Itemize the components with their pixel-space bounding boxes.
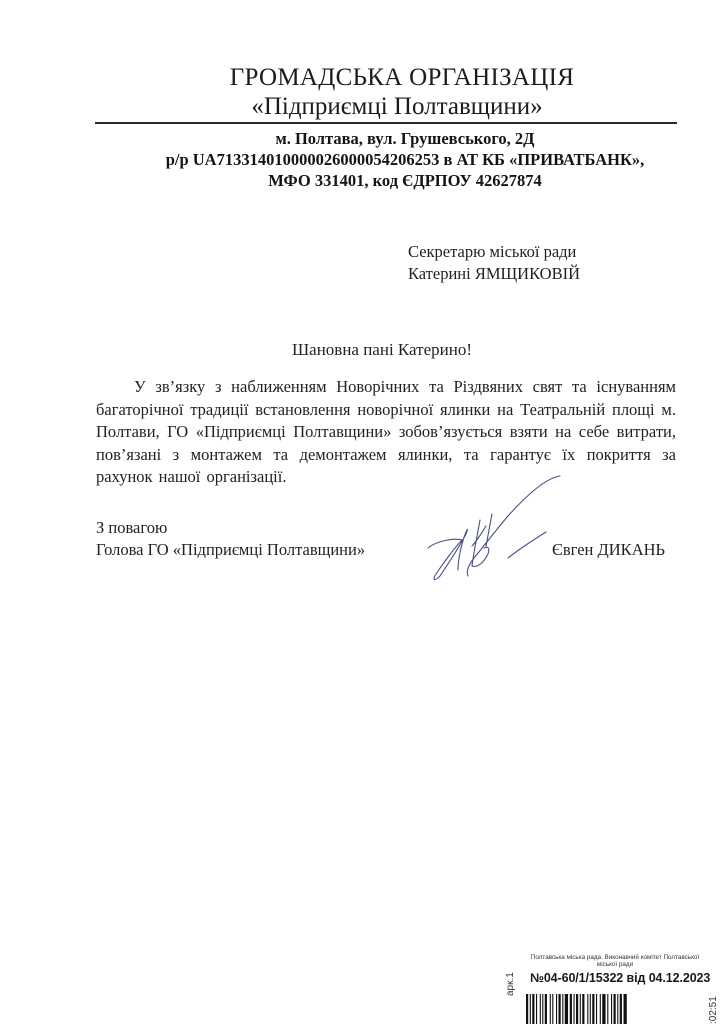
barcode-bar [617, 994, 618, 1024]
barcode-bar [576, 994, 578, 1024]
barcode-bar [559, 994, 561, 1024]
barcode-bar [570, 994, 572, 1024]
barcode-bar [565, 994, 568, 1024]
barcode-bar [620, 994, 622, 1024]
recipient-position: Секретарю міської ради [408, 242, 577, 261]
letter-body: У зв’язку з наближенням Новорічних та Різдвяних свят та існуванням багаторічної традиції встановлення новорічної ялинки на Театральній площі м. Полтави, ГО «Підприємці Полтавщини» зобов’язується взяти на себе витрати, пов’язані з монтажем та демонтажем ялинки, та гарантує їх покриття за рахунок нашої організації. [96, 377, 676, 486]
closing-regards: З повагою [96, 518, 168, 537]
barcode-bar [614, 994, 616, 1024]
barcode-bar [582, 994, 584, 1024]
barcode-bar [556, 994, 557, 1024]
barcode-bar [550, 994, 551, 1024]
barcode-bar [607, 994, 608, 1024]
signer-title: Голова ГО «Підприємці Полтавщини» [96, 540, 366, 559]
barcode-bar [580, 994, 581, 1024]
barcode-bar [532, 994, 534, 1024]
letterhead-divider [95, 122, 677, 124]
organization-type: ГРОМАДСЬКА ОРГАНІЗАЦІЯ [229, 64, 575, 91]
barcode-bar [540, 994, 541, 1024]
handwritten-signature [408, 466, 568, 586]
barcode-bar [552, 994, 553, 1024]
organization-name: «Підприємці Полтавщини» [251, 93, 543, 120]
barcode-bar [590, 994, 591, 1024]
barcode-bar [592, 994, 594, 1024]
barcode-bar [574, 994, 575, 1024]
signer-name: Євген ДИКАНЬ [552, 540, 665, 559]
greeting: Шановна пані Катерино! [292, 340, 472, 359]
barcode-bar [602, 994, 605, 1024]
organization-address: м. Полтава, вул. Грушевського, 2Д [275, 129, 535, 148]
barcode-bar [611, 994, 612, 1024]
barcode-bar [624, 994, 627, 1024]
registration-number: №04-60/1/15322 від 04.12.2023 [530, 971, 711, 985]
barcode-bar [545, 994, 547, 1024]
recipient-name: Катерині ЯМЩИКОВІЙ [408, 264, 581, 283]
barcode-bar [562, 994, 563, 1024]
barcode-bar [536, 994, 537, 1024]
organization-codes: МФО 331401, код ЄДРПОУ 42627874 [268, 171, 542, 190]
barcode [526, 994, 676, 1024]
bank-account: р/р UA713314010000026000054206253 в АТ КБ «ПРИВАТБАНК», [165, 150, 645, 169]
sheet-label: арк.1 [505, 972, 516, 996]
barcode-bar [596, 994, 597, 1024]
barcode-bar [542, 994, 543, 1024]
stamp-organization: Полтавська міська рада. Виконавчий комітет Полтавської міської ради [530, 954, 700, 968]
stamp-time: :02:51 [708, 996, 719, 1024]
barcode-bar [530, 994, 531, 1024]
barcode-bar [526, 994, 528, 1024]
barcode-bar [600, 994, 601, 1024]
barcode-bar [587, 994, 588, 1024]
